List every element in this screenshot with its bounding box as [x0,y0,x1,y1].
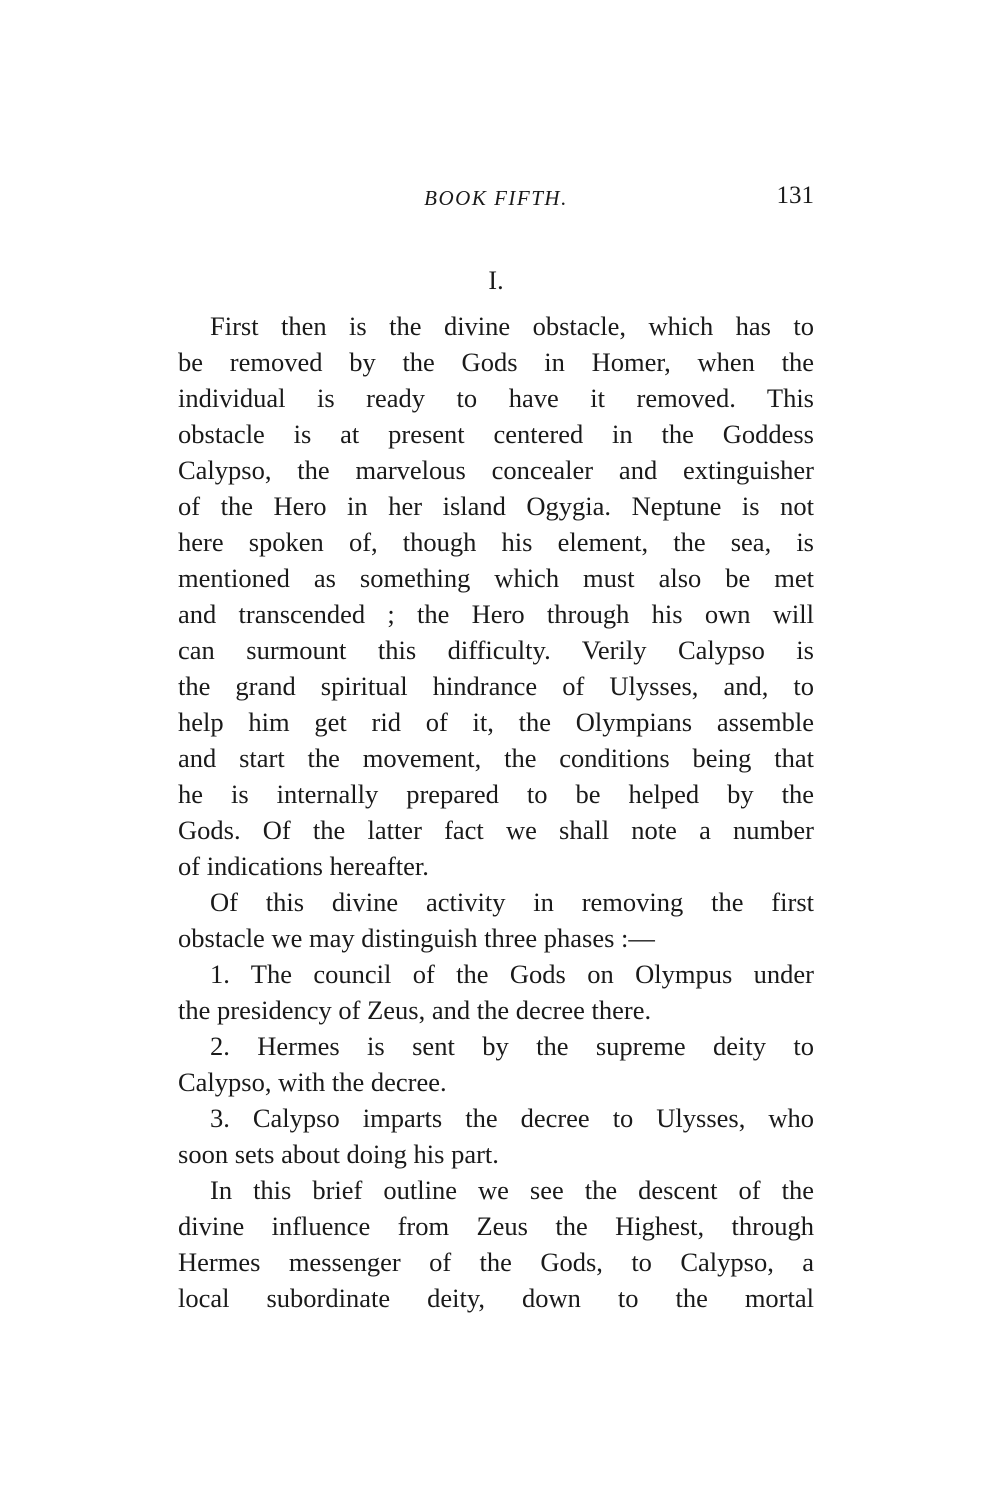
text-line: 2. Hermes is sent by the supreme deity to [210,1031,814,1061]
text-line: local subordinate deity, down to the mortal [178,1283,814,1313]
text-line: can surmount this difficulty. Verily Calypso is [178,635,814,665]
text-line: Of this divine activity in removing the first [210,887,814,917]
text-line: soon sets about doing his part. [178,1139,499,1169]
section-number: I. [488,266,504,295]
text-line: be removed by the Gods in Homer, when the [178,347,814,377]
text-line: here spoken of, though his element, the sea, is [178,527,814,557]
text-line: of the Hero in her island Ogygia. Neptune is not [178,491,814,521]
running-title: BOOK FIFTH. [424,186,568,210]
text-line: of indications hereafter. [178,851,429,881]
text-line: 3. Calypso imparts the decree to Ulysses, who [210,1103,814,1133]
text-line: In this brief outline we see the descent of the [210,1175,814,1205]
text-line: he is internally prepared to be helped by the [178,779,814,809]
text-line: Gods. Of the latter fact we shall note a number [178,815,814,845]
text-line: individual is ready to have it removed. This [178,383,814,413]
text-line: obstacle we may distinguish three phases :— [178,923,655,953]
text-line: mentioned as something which must also be met [178,563,814,593]
text-line: First then is the divine obstacle, which has to [210,311,814,341]
text-line: divine influence from Zeus the Highest, through [178,1211,814,1241]
text-line: help him get rid of it, the Olympians assemble [178,707,814,737]
running-head [178,182,814,220]
text-line: Calypso, with the decree. [178,1067,447,1097]
text-line: Hermes messenger of the Gods, to Calypso, a [178,1247,814,1277]
page-number: 131 [776,182,814,209]
text-line: 1. The council of the Gods on Olympus under [210,959,814,989]
text-line: and transcended ; the Hero through his own will [178,599,814,629]
text-line: Calypso, the marvelous concealer and extinguisher [178,455,814,485]
text-line: the presidency of Zeus, and the decree there. [178,995,652,1025]
text-line: and start the movement, the conditions being that [178,743,814,773]
text-line: obstacle is at present centered in the Goddess [178,419,814,449]
body-text [178,308,814,1316]
text-line: the grand spiritual hindrance of Ulysses, and, to [178,671,814,701]
